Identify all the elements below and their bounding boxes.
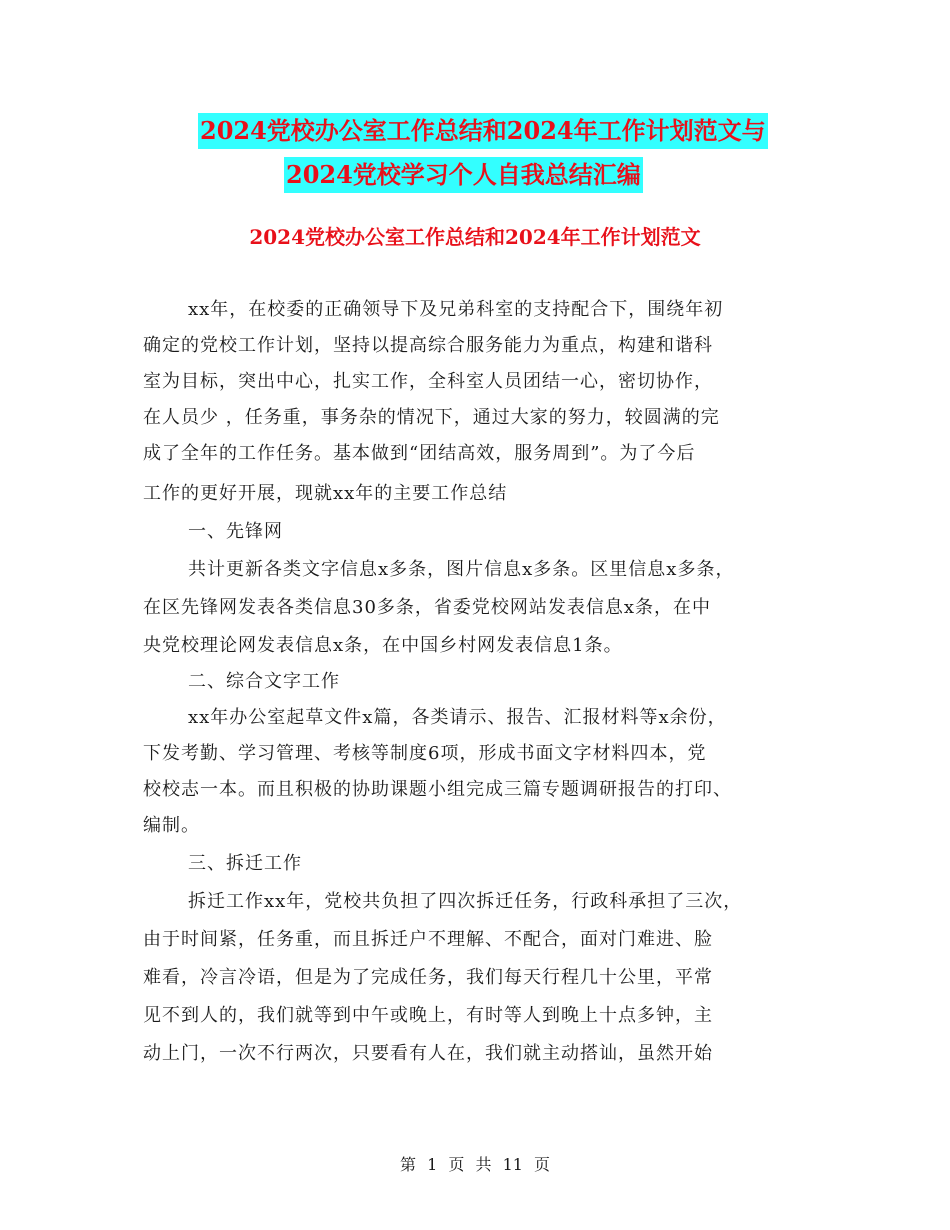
paragraph-line: xx年，在校委的正确领导下及兄弟科室的支持配合下，围绕年初 bbox=[188, 299, 724, 320]
document-title-line-1: 2024党校办公室工作总结和2024年工作计划范文与 bbox=[198, 113, 768, 149]
footer-total-pages: 11 bbox=[502, 1155, 523, 1174]
footer-label-total: 共 bbox=[475, 1155, 492, 1174]
paragraph-line: 校校志一本。而且积极的协助课题小组完成三篇专题调研报告的打印、 bbox=[143, 779, 732, 800]
footer-label-end: 页 bbox=[534, 1155, 551, 1174]
paragraph-line: 拆迁工作xx年，党校共负担了四次拆迁任务，行政科承担了三次， bbox=[188, 891, 743, 912]
page-footer bbox=[0, 1152, 950, 1178]
paragraph-line: 共计更新各类文字信息x多条，图片信息x多条。区里信息x多条， bbox=[188, 559, 735, 580]
paragraph-line: 确定的党校工作计划，坚持以提高综合服务能力为重点，构建和谐科 bbox=[143, 335, 713, 356]
paragraph-line: 成了全年的工作任务。基本做到“团结高效，服务周到”。为了今后 bbox=[143, 443, 696, 464]
paragraph-line: 由于时间紧，任务重，而且拆迁户不理解、不配合，面对门难进、脸 bbox=[143, 929, 713, 950]
document-title-line-2: 2024党校学习个人自我总结汇编 bbox=[284, 157, 643, 193]
paragraph-line: 室为目标，突出中心，扎实工作，全科室人员团结一心，密切协作， bbox=[143, 371, 713, 392]
paragraph-line: 下发考勤、学习管理、考核等制度6项，形成书面文字材料四本，党 bbox=[143, 743, 707, 764]
paragraph-line: 在区先锋网发表各类信息30多条，省委党校网站发表信息x条，在中 bbox=[143, 597, 712, 618]
paragraph-line: 编制。 bbox=[143, 815, 200, 836]
paragraph-line: 央党校理论网发表信息x条，在中国乡村网发表信息1条。 bbox=[143, 635, 623, 656]
paragraph-line: 工作的更好开展，现就xx年的主要工作总结 bbox=[143, 483, 508, 504]
footer-label-page: 第 bbox=[399, 1155, 416, 1174]
footer-label-of: 页 bbox=[448, 1155, 465, 1174]
paragraph-line: 动上门，一次不行两次，只要看有人在，我们就主动搭讪，虽然开始 bbox=[143, 1043, 713, 1064]
paragraph-line: 见不到人的，我们就等到中午或晚上，有时等人到晚上十点多钟，主 bbox=[143, 1005, 713, 1026]
section-heading: 一、先锋网 bbox=[188, 521, 283, 542]
footer-current-page: 1 bbox=[427, 1155, 438, 1174]
paragraph-line: 在人员少 ，任务重，事务杂的情况下，通过大家的努力，较圆满的完 bbox=[143, 407, 720, 428]
paragraph-line: xx年办公室起草文件x篇，各类请示、报告、汇报材料等x余份， bbox=[188, 707, 727, 728]
section-heading: 三、拆迁工作 bbox=[188, 853, 302, 874]
section-title: 2024党校办公室工作总结和2024年工作计划范文 bbox=[249, 225, 701, 249]
paragraph-line: 难看，冷言冷语，但是为了完成任务，我们每天行程几十公里，平常 bbox=[143, 967, 713, 988]
section-heading: 二、综合文字工作 bbox=[188, 671, 340, 692]
